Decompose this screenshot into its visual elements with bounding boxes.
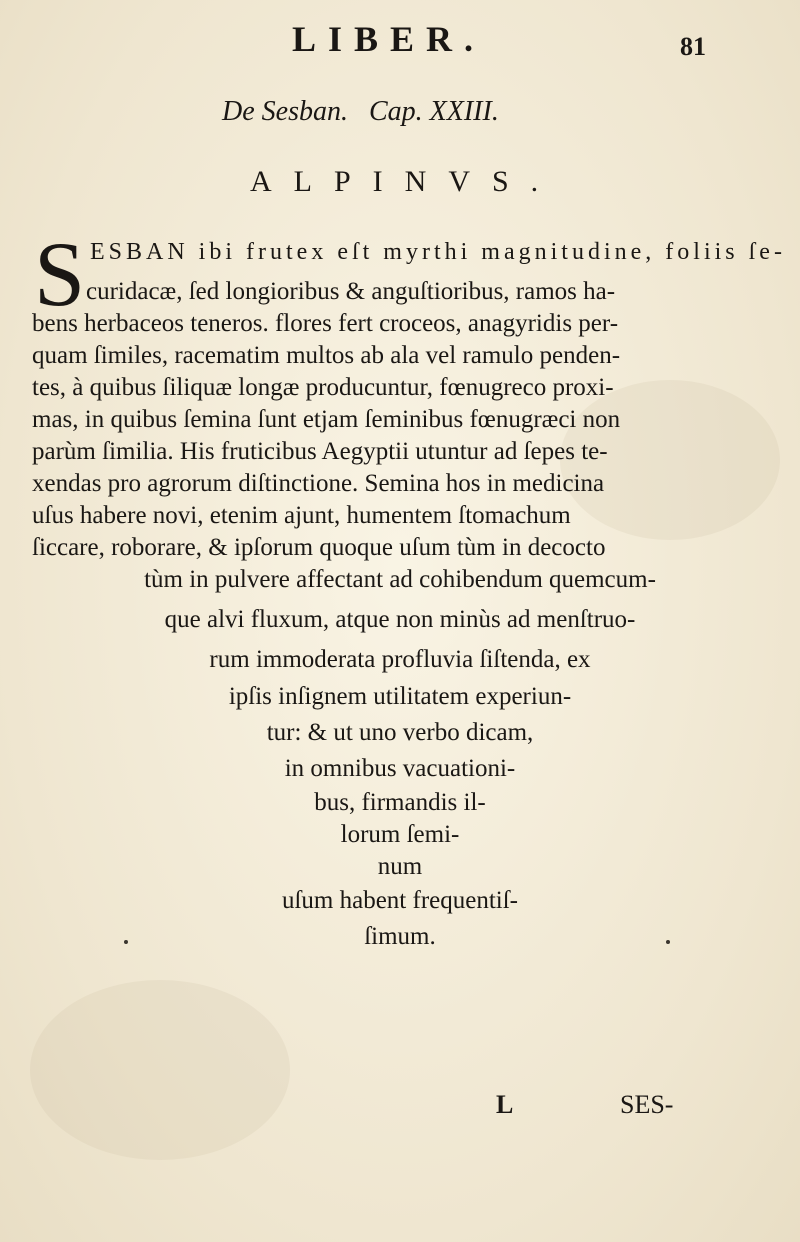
text-line: lorum ſemi- <box>340 821 460 848</box>
text-line: num <box>377 853 423 880</box>
text-line: parùm ſimilia. His fruticibus Aegyptii utuntur ad ſepes te- <box>32 438 608 465</box>
catchword: SES- <box>620 1090 674 1119</box>
text-line: curidacæ, ſed longioribus & anguſtioribus, ramos ha- <box>86 278 616 305</box>
page-number: 81 <box>680 32 706 61</box>
text-line: tes, à quibus ſiliquæ longæ producuntur, fœnugreco proxi- <box>32 374 614 401</box>
text-line: bus, firmandis il- <box>314 789 486 816</box>
drop-cap: S <box>34 223 86 325</box>
text-line-first: ESBAN ibi frutex eſt myrthi magnitudine, foliis ſe- <box>90 239 786 265</box>
text-line: ſimum. <box>364 923 436 950</box>
text-line: tùm in pulvere affectant ad cohibendum quemcum- <box>144 566 656 593</box>
ornament-dot <box>666 940 670 944</box>
text-line: quam ſimiles, racematim multos ab ala vel ramulo penden- <box>32 342 621 369</box>
author-heading: ALPINVS. <box>250 165 561 198</box>
running-title: LIBER. <box>292 19 486 59</box>
signature-mark: L <box>496 1090 514 1119</box>
text-line: bens herbaceos teneros. flores fert croceos, anagyridis per- <box>32 310 619 337</box>
text-line: rum immoderata profluvia ſiſtenda, ex <box>209 646 591 673</box>
text-line: mas, in quibus ſemina ſunt etjam ſeminibus fœnugræci non <box>32 406 621 433</box>
ornament-dot <box>124 940 128 944</box>
text-line: xendas pro agrorum diſtinctione. Semina hos in medicina <box>32 470 605 497</box>
chapter-heading: De Sesban. Cap. XXIII. <box>222 96 499 127</box>
text-line: uſus habere novi, etenim ajunt, humentem ſtomachum <box>32 502 571 529</box>
text-line: tur: & ut uno verbo dicam, <box>266 719 534 746</box>
text-line: ipſis inſignem utilitatem experiun- <box>228 683 572 710</box>
page-header <box>0 14 800 64</box>
text-line: que alvi fluxum, atque non minùs ad menſtruo- <box>164 606 636 633</box>
paper-stain <box>30 980 290 1160</box>
text-line: uſum habent frequentiſ- <box>281 887 519 914</box>
text-line: in omnibus vacuationi- <box>284 755 516 782</box>
text-line: ſiccare, roborare, & ipſorum quoque uſum tùm in decocto <box>32 534 606 561</box>
